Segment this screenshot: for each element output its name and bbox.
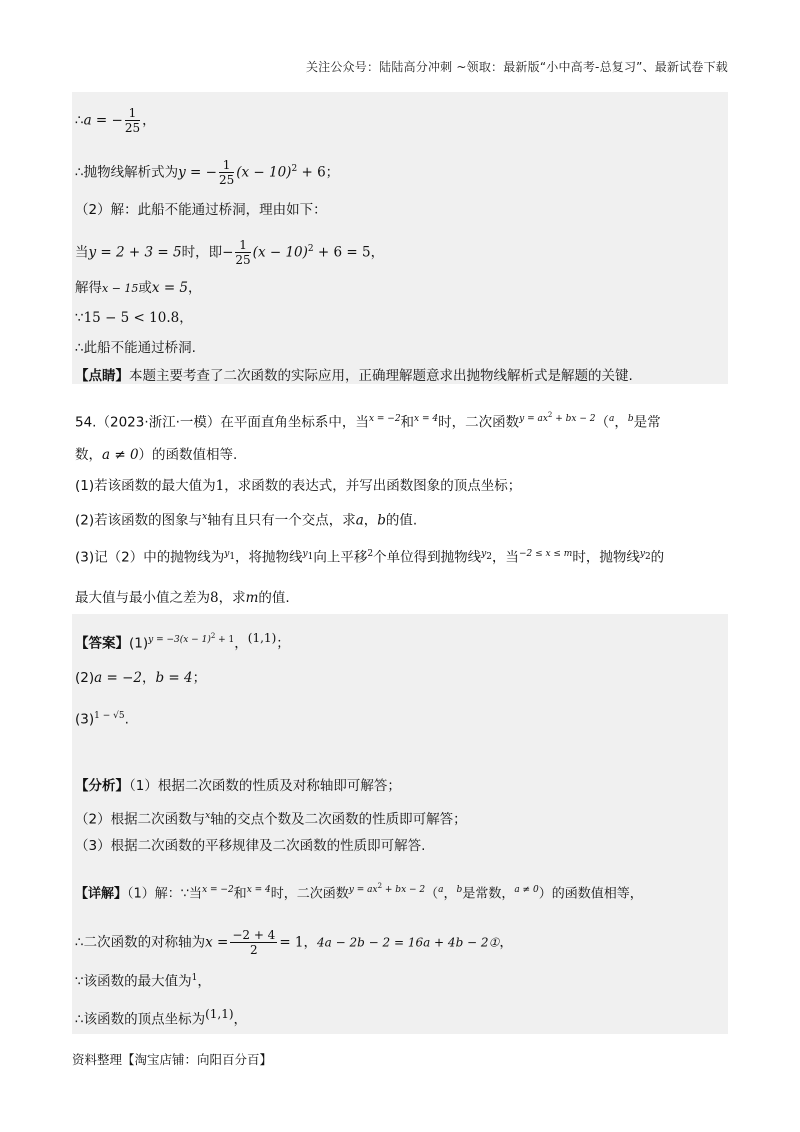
answer-line-3: $(3)^{1 - √5}$. — [75, 711, 129, 728]
fraction: $\frac{1}{25}$ — [124, 106, 141, 135]
prev-line-6: ∵15 − 5 < 10.8， — [75, 310, 193, 326]
analysis-line-1: 【分析】（1）根据二次函数的性质及对称轴即可解答； — [75, 778, 401, 794]
prev-line-3: （2）解：此船不能通过桥洞，理由如下： — [75, 202, 327, 218]
prev-line-7: ∴此船不能通过桥洞. — [75, 340, 196, 356]
detail-line-2: ∴二次函数的对称轴为x = $\frac{-2 + 4}{2}$ = 1，4a − 2b − 2 = 16a + 4b − 2①， — [75, 928, 513, 957]
answer-line-1: 【答案】$(1)^{y = -3(x - 1)^2 + 1}$，$^{(1,1)}$； — [75, 631, 290, 652]
prev-line-4: 当y = 2 + 3 = 5时，即− $\frac{1}{25}$ $(x - 10)^2 + 6 = 5$， — [75, 238, 385, 267]
header-note: 关注公众号：陆陆高分冲刺 ~领取：最新版“小中高考-总复习”、最新试卷下载 — [305, 60, 728, 74]
analysis-line-3: （3）根据二次函数的平移规律及二次函数的性质即可解答. — [75, 838, 426, 854]
fraction: $\frac{1}{25}$ — [218, 158, 235, 187]
problem-line-1: 54.（2023·浙江·一模）在平面直角坐标系中，当$^{x = -2}$和$^{x = 4}$时，二次函数$^{y = ax^2 + bx - 2}$（$^a$，$^b$是常 — [75, 411, 661, 431]
question-3-cont: 最大值与最小值之差为8，求m的值. — [75, 590, 290, 606]
fraction: $\frac{1}{25}$ — [235, 238, 251, 267]
detail-line-1: 【详解】（1）解：∵当$^{x = -2}$和$^{x = 4}$时，二次函数$^{y = ax^2 + bx - 2}$（$^a$，$^b$是常数，$^{a \ne 0}$）的函数值相等， — [75, 882, 643, 902]
question-2: (2)若该函数的图象与$^x$轴有且只有一个交点，求a，b的值. — [75, 512, 418, 529]
detail-line-3: ∵该函数的最大值为$^1$， — [75, 973, 211, 990]
fraction: $\frac{-2 + 4}{2}$ — [232, 928, 276, 957]
problem-line-2: 数，a ≠ 0）的函数值相等. — [75, 447, 238, 463]
analysis-line-2: （2）根据二次函数与$^x$轴的交点个数及二次函数的性质即可解答； — [75, 811, 467, 828]
question-3: (3)记（2）中的抛物线为$^{y_1}$，将抛物线$^{y_1}$向上平移$^2$个单位得到抛物线$^{y_2}$，当$^{-2 \le x \le m}$时，抛物线$^{y_2}$的 — [75, 549, 665, 566]
prev-line-2: ∴抛物线解析式为y = − $\frac{1}{25}$ $(x - 10)^2 + 6$； — [75, 158, 340, 187]
question-1: (1)若该函数的最大值为1，求函数的表达式，并写出函数图象的顶点坐标； — [75, 478, 522, 494]
footer-note: 资料整理【淘宝店铺：向阳百分百】 — [72, 1052, 273, 1067]
detail-line-4: ∴该函数的顶点坐标为$^{(1,1)}$， — [75, 1007, 248, 1028]
prev-line-1: ∴a = − $\frac{1}{25}$ ， — [75, 106, 156, 135]
prev-line-5: 解得x − 15或x = 5， — [75, 280, 202, 296]
prev-line-8: 【点睛】本题主要考查了二次函数的实际应用，正确理解题意求出抛物线解析式是解题的关键. — [75, 368, 633, 384]
answer-line-2: (2)a = −2，b = 4； — [75, 670, 207, 686]
